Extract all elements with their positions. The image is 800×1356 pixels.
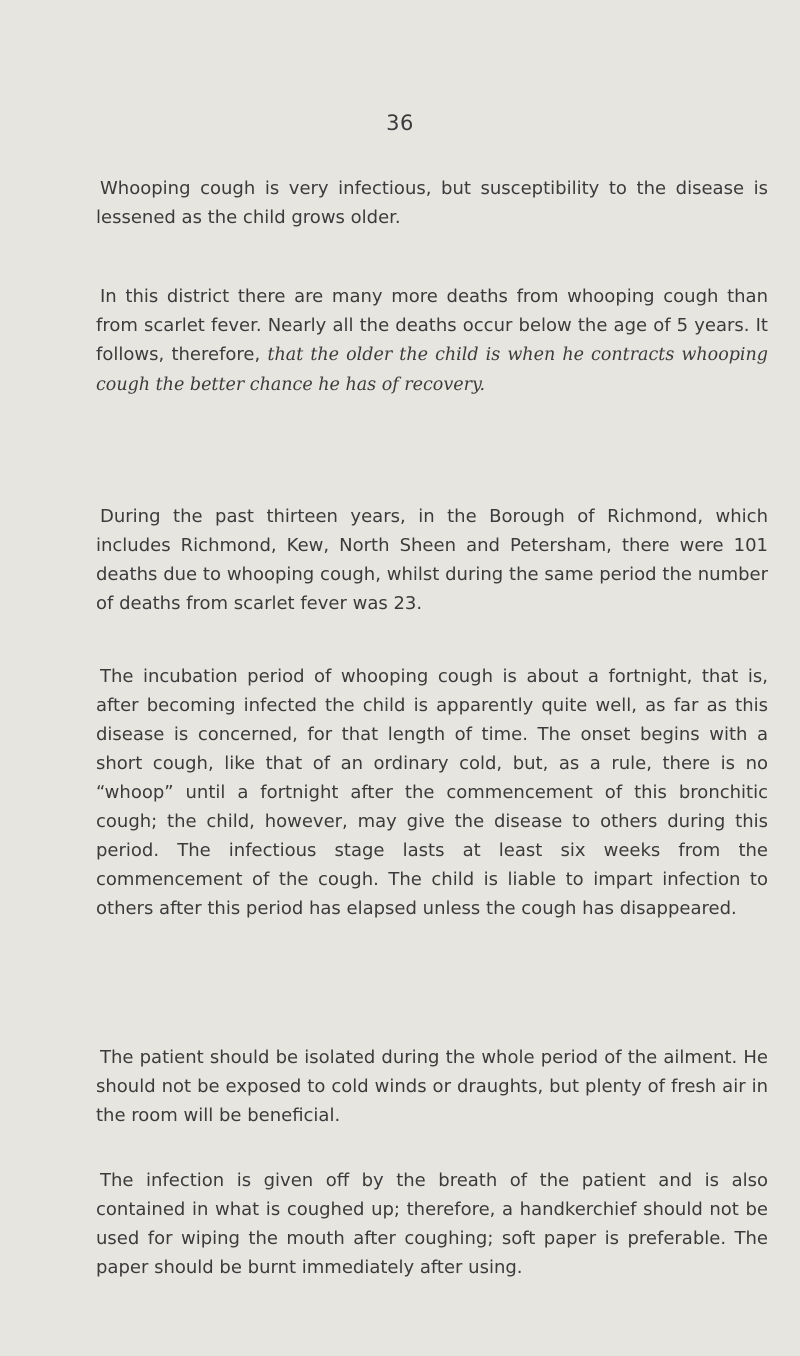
paragraph-incubation: The incubation period of whooping cough is about a fortnight, that is, after becoming infected the child is apparently quite well, as far as this disease is concerned, for that length of time. The onset begins with a short cough, like that of an ordinary cold, but, as a rule, there is no “whoop” until a fortnight after the commencement of this bronchitic cough; the child, however, may give the disease to others during this period. The infectious stage lasts at least six weeks from the commencement of the cough. The child is liable to impart infection to others after this period has elapsed unless the cough has disappeared. <box>96 666 768 919</box>
page-number: 36 <box>386 111 414 135</box>
paragraph-susceptibility: Whooping cough is very infectious, but susceptibility to the disease is lessened as the child grows older. <box>96 178 768 228</box>
paragraph-district-deaths-text: In this district there are many more deaths from whooping cough than from scarlet fever. Nearly all the deaths occur below the age of 5 years. It follows, therefore, <box>96 286 768 365</box>
paragraph-isolation: The patient should be isolated during the whole period of the ailment. He should not be exposed to cold winds or draughts, but plenty of fresh air in the room will be beneficial. <box>96 1047 768 1126</box>
paragraph-richmond-statistics: During the past thirteen years, in the Borough of Richmond, which includes Richmond, Kew, North Sheen and Petersham, there were 101 deaths due to whooping cough, whilst during the same period the number of deaths from scarlet fever was 23. <box>96 506 768 614</box>
paragraph-district-deaths-emphasis: that the older the child is when he contracts whooping cough the better chance he has of recovery. <box>96 345 769 395</box>
paragraph-infection: The infection is given off by the breath of the patient and is also contained in what is coughed up; therefore, a handkerchief should not be used for wiping the mouth after coughing; soft paper is preferable. The paper should be burnt immediately after using. <box>96 1170 768 1278</box>
paragraph-district-deaths <box>96 282 768 400</box>
